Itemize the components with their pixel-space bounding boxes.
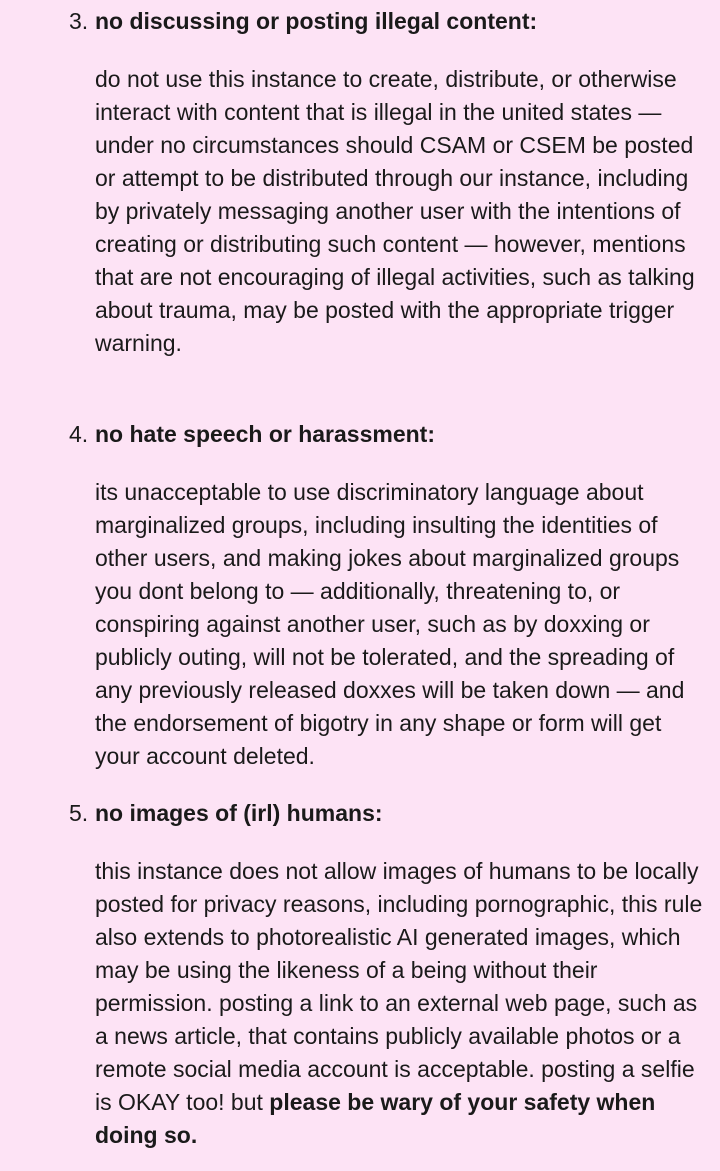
rule-description: do not use this instance to create, distribute, or otherwise interact with content that is illegal in the united states — under no circumstances should CSAM or CSEM be posted or attempt to be distributed through our instance, including by privately messaging another user with the intentions of creating or distributing such content — however, mentions that are not encouraging of illegal activities, such as talking about trauma, may be posted with the appropriate trigger warning. [95, 66, 695, 356]
rule-number: 5. [69, 800, 89, 826]
rule-description: its unacceptable to use discriminatory language about marginalized groups, including insulting the identities of other users, and making jokes about marginalized groups you dont belong to — additionally, threatening to, or conspiring against another user, such as by doxxing or publicly outing, will not be tolerated, and the spreading of any previously released doxxes will be taken down — and the endorsement of bigotry in any shape or form will get your account deleted. [95, 479, 685, 769]
rule-number: 3. [69, 8, 89, 34]
rule-description [95, 855, 703, 1152]
rule-title: no images of (irl) humans: [95, 800, 383, 826]
rule-title: no hate speech or harassment: [95, 421, 435, 447]
rule-number: 4. [69, 421, 89, 447]
rule-description-text: this instance does not allow images of humans to be locally posted for privacy reasons, including pornographic, this rule also extends to photorealistic AI generated images, which may be using the likeness of a being without their permission. posting a link to an external web page, such as a news article, that contains publicly available photos or a remote social media account is acceptable. posting a selfie is OKAY too! but [95, 858, 703, 1115]
rule-description-emphasis: please be wary of your safety when doing so. [95, 1089, 656, 1148]
rule-title: no discussing or posting illegal content: [95, 8, 538, 34]
